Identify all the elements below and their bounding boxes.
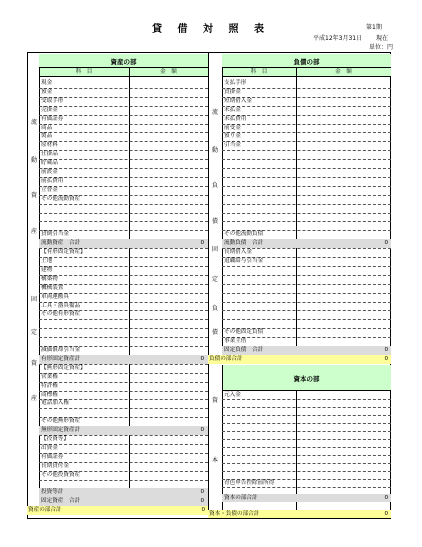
right-row-line-10 [222, 177, 391, 178]
right-item-5: 前受金 [224, 124, 241, 131]
left-col-item: 科 目 [75, 69, 93, 75]
left-row-line-11 [39, 186, 208, 187]
capital-side-0: 資 [212, 397, 219, 404]
left-item-31: 有形固定資産計 [41, 355, 81, 362]
right-row-line-2 [222, 106, 391, 107]
capital-total-label: 資本の部合計 [224, 495, 258, 501]
right-side-top-2: 負 [212, 182, 219, 189]
right-item-0: 支払手形 [224, 80, 247, 86]
left-row-line-5 [39, 132, 208, 133]
left-row-line-0 [39, 88, 208, 89]
right-item-17: その他流動負債 [224, 231, 264, 238]
left-row-line-9 [39, 168, 208, 169]
left-row-line-14 [39, 213, 208, 214]
right-side-top-3: 債 [212, 218, 219, 225]
left-grand-total-amount: 0 [201, 507, 205, 514]
left-item-9: 貯蔵品 [41, 160, 58, 167]
left-row-line-19 [39, 257, 208, 258]
left-total-amount-39: 0 [200, 427, 204, 434]
right-row-line-3 [222, 115, 391, 116]
left-item-39: 無形固定資産計 [41, 427, 81, 434]
right-row-line-14 [222, 213, 391, 214]
left-item-10: 前渡金 [41, 169, 58, 175]
left-row-line-21 [39, 275, 208, 276]
left-item-3: 売掛金 [41, 106, 58, 113]
capital-row-line-7 [222, 455, 391, 456]
left-item-32: 【無形固定資産】 [41, 364, 86, 371]
left-row-line-3 [39, 115, 208, 116]
capital-vline-left [222, 365, 223, 511]
left-item-2: 受取手形 [41, 97, 64, 104]
right-item-20: 退職給与引当金 [224, 258, 264, 264]
left-total-amount-18: 0 [200, 240, 204, 247]
right-vline-a [222, 68, 223, 355]
capital-row-line-6 [222, 447, 391, 448]
left-item-34: 特許権 [41, 382, 58, 389]
left-row-line-40 [39, 444, 208, 445]
capital-row-line-8 [222, 463, 391, 464]
left-item-5: 商品 [41, 124, 53, 131]
right-row-line-20 [222, 266, 391, 267]
left-item-0: 現金 [41, 80, 53, 86]
right-total-amount-30: 0 [384, 347, 388, 353]
right-liab-total-amount: 0 [384, 355, 388, 362]
left-item-19: 【有形固定資産】 [41, 249, 86, 256]
capital-row-line-3 [222, 423, 391, 424]
right-hline-top [222, 67, 391, 68]
capital-side-1: 本 [212, 457, 219, 464]
capital-header-line [222, 390, 391, 391]
left-row-line-41 [39, 453, 208, 454]
left-item-44: その他投資資産 [41, 471, 81, 478]
right-item-1: 買掛金 [224, 88, 241, 95]
left-item-11: 前払費用 [41, 177, 64, 184]
right-item-30: 固定負債 合計 [224, 347, 264, 353]
left-item-21: 建物 [41, 266, 53, 273]
left-row-line-32 [39, 373, 208, 374]
right-liab-total-label: 負債の部合計 [209, 355, 243, 362]
left-total-amount-46: 0 [200, 489, 204, 496]
left-item-12: 立替金 [41, 186, 58, 193]
right-row-line-8 [222, 159, 391, 160]
left-item-8: 仕掛品 [41, 151, 58, 158]
document-title: 貸 借 対 照 表 [152, 24, 270, 35]
right-row-line-12 [222, 195, 391, 196]
left-row-line-10 [39, 177, 208, 178]
right-col-item: 科 目 [250, 69, 268, 75]
right-row-line-9 [222, 168, 391, 169]
date-suffix: 現在 [376, 35, 389, 42]
left-side-bottom-1: 定 [31, 329, 38, 336]
left-item-47: 固定資産 合計 [41, 498, 81, 505]
left-hline-colhead [39, 76, 208, 77]
left-item-13: その他流動資産 [41, 195, 81, 202]
left-item-46: 投資等計 [41, 489, 64, 496]
left-side-top-0: 流 [31, 119, 38, 126]
left-col-amount: 金 額 [160, 69, 177, 75]
grand-total-amount: 0 [384, 511, 388, 517]
left-total-amount-31: 0 [200, 355, 204, 362]
capital-row-line-5 [222, 439, 391, 440]
capital-vline [296, 390, 297, 511]
right-side-top-1: 動 [212, 147, 219, 154]
left-item-42: 有価証券 [41, 453, 64, 460]
right-row-line-13 [222, 204, 391, 205]
right-total-amount-18: 0 [384, 240, 388, 247]
right-item-7: 引当金 [224, 142, 241, 149]
capital-item-11: 青色申告控除前所得 [224, 480, 275, 486]
right-row-line-0 [222, 88, 391, 89]
left-row-line-28 [39, 337, 208, 338]
capital-row-line-9 [222, 471, 391, 472]
right-row-line-11 [222, 186, 391, 187]
left-total-amount-47: 0 [200, 498, 204, 505]
left-row-line-27 [39, 328, 208, 329]
right-row-line-4 [222, 124, 391, 125]
left-grand-total-label: 資産の部合計 [28, 507, 62, 514]
left-item-1: 預金 [41, 88, 53, 95]
left-row-line-20 [39, 266, 208, 267]
left-item-17: 貸倒引当金 [41, 231, 69, 238]
left-item-4: 有価証券 [41, 115, 64, 122]
right-side-bottom-1: 定 [212, 276, 219, 283]
right-side-top-0: 流 [212, 109, 219, 116]
right-item-2: 短期借入金 [224, 97, 252, 104]
left-item-25: 工具・器具備品 [41, 302, 81, 309]
left-row-line-13 [39, 204, 208, 205]
left-side-bottom-3: 産 [31, 395, 38, 402]
left-side-bottom-2: 資 [31, 360, 38, 367]
left-row-line-34 [39, 391, 208, 392]
left-item-36: 電話加入権 [41, 400, 69, 407]
capital-row-line-4 [222, 431, 391, 432]
left-item-43: 長期貸付金 [41, 462, 69, 469]
balance-sheet [27, 52, 391, 519]
right-vline-b [296, 68, 297, 355]
right-col-amount: 金 額 [335, 69, 352, 75]
left-row-line-1 [39, 97, 208, 98]
right-row-line-21 [222, 275, 391, 276]
left-row-line-4 [39, 124, 208, 125]
left-row-line-22 [39, 284, 208, 285]
right-header-title: 負債の部 [293, 58, 320, 66]
right-row-line-15 [222, 221, 391, 222]
date-label: 平成12年3月31日 [313, 35, 363, 42]
capital-header-title: 資本の部 [293, 375, 320, 383]
capital-total-amount: 0 [384, 495, 388, 501]
left-side-top-2: 資 [31, 192, 38, 199]
right-item-28: その他固定負債 [224, 329, 264, 336]
left-item-30: 減価償却引当金 [41, 347, 81, 353]
right-item-6: 預り金 [224, 133, 241, 140]
left-item-7: 原材料 [41, 142, 58, 149]
left-item-35: 商標権 [41, 391, 58, 398]
right-side-bottom-2: 負 [212, 305, 219, 312]
right-item-18: 流動負債 合計 [224, 240, 264, 247]
capital-row-line-2 [222, 415, 391, 416]
left-item-26: その他有形資産 [41, 311, 81, 318]
left-item-20: 土地 [41, 258, 53, 264]
grand-total-label: 資本・負債の部合計 [209, 511, 260, 517]
unit-label: 単位：円 [369, 44, 394, 51]
capital-item-0: 元入金 [224, 392, 241, 398]
left-side-top-3: 産 [31, 228, 38, 235]
left-row-line-8 [39, 159, 208, 160]
right-item-3: 未払金 [224, 106, 241, 113]
right-row-line-7 [222, 150, 391, 151]
right-item-29: 事業主借 [224, 338, 247, 345]
left-header-title: 資産の部 [110, 58, 137, 66]
left-row-line-33 [39, 382, 208, 383]
left-item-38: その他無形資産 [41, 418, 81, 425]
left-row-line-2 [39, 106, 208, 107]
left-item-33: 営業権 [41, 373, 58, 380]
left-row-line-26 [39, 319, 208, 320]
right-row-line-24 [222, 302, 391, 303]
left-row-line-6 [39, 141, 208, 142]
left-item-23: 機械装置 [41, 284, 64, 291]
left-row-line-7 [39, 150, 208, 151]
left-item-41: 出資金 [41, 444, 58, 451]
right-row-line-28 [222, 337, 391, 338]
left-item-6: 製品 [41, 133, 53, 140]
center-divider [208, 52, 209, 519]
left-hline-top [39, 67, 208, 68]
left-row-line-44 [39, 480, 208, 481]
left-row-line-36 [39, 408, 208, 409]
left-side-top-1: 動 [31, 157, 38, 164]
right-row-line-25 [222, 310, 391, 311]
period-label: 第1期 [366, 24, 382, 31]
right-item-19: 長期借入金 [224, 249, 252, 256]
right-row-line-6 [222, 141, 391, 142]
capital-row-line-0 [222, 399, 391, 400]
right-side-bottom-3: 債 [212, 329, 219, 336]
right-row-line-26 [222, 319, 391, 320]
left-item-18: 流動資産 合計 [41, 240, 81, 247]
right-side-bottom-0: 固 [212, 246, 219, 253]
left-row-line-15 [39, 221, 208, 222]
right-item-4: 未払費用 [224, 115, 247, 122]
left-item-22: 構築物 [41, 275, 58, 282]
right-row-line-5 [222, 132, 391, 133]
capital-row-line-1 [222, 407, 391, 408]
right-row-line-23 [222, 293, 391, 294]
right-row-line-22 [222, 284, 391, 285]
left-item-24: 車両運搬具 [41, 293, 69, 300]
left-item-40: 【投資等】 [41, 436, 69, 442]
right-hline-colhead [222, 76, 391, 77]
left-side-bottom-0: 固 [31, 296, 38, 303]
capital-row-line-11 [222, 487, 391, 488]
